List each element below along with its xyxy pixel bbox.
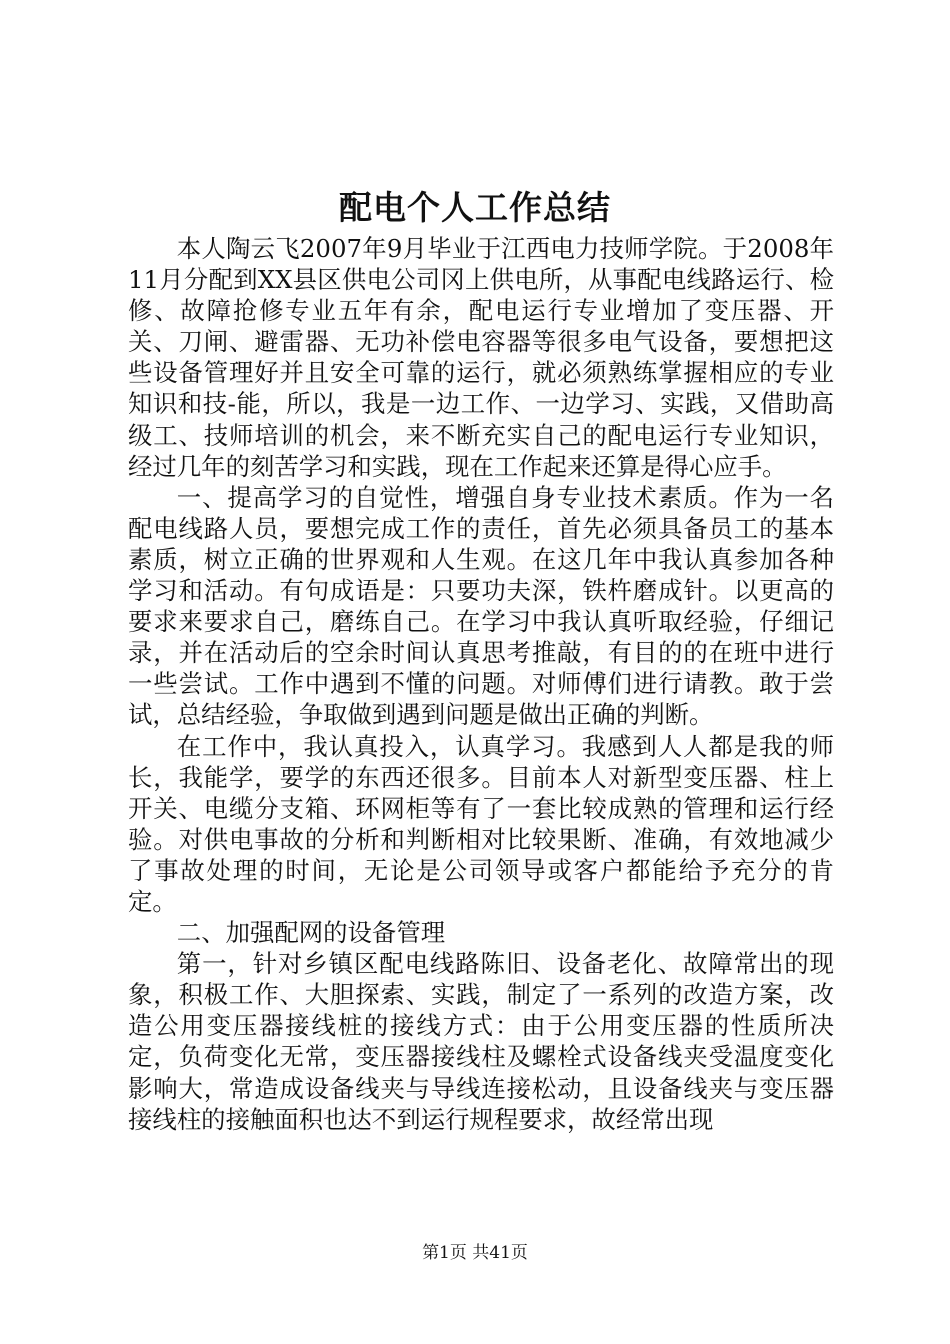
paragraph-section-2-first: 第一，针对乡镇区配电线路陈旧、设备老化、故障常出的现象，积极工作、大胆探索、实践，制定了一系列的改造方案，改造公用变压器接线桩的接线方式：由于公用变压器的性质所决定，负荷变化无常，变压器接线柱及螺栓式设备线夹受温度变化影响大，常造成设备线夹与导线连接松动，且设备线夹与变压器接线柱的接触面积也达不到运行规程要求，故经常出现: [128, 949, 834, 1134]
paragraph-section-1: 一、提高学习的自觉性，增强自身专业技术素质。作为一名配电线路人员，要想完成工作的责任，首先必须具备员工的基本素质，树立正确的世界观和人生观。在这几年中我认真参加各种学习和活动。有句成语是：只要功夫深，铁杵磨成针。以更高的要求来要求自己，磨练自己。在学习中我认真听取经验，仔细记录，并在活动后的空余时间认真思考推敲，有目的的在班中进行一些尝试。工作中遇到不懂的问题。对师傅们进行请教。敢于尝试，总结经验，争取做到遇到问题是做出正确的判断。: [128, 482, 834, 730]
document-title: 配电个人工作总结: [339, 188, 611, 227]
paragraph-work: 在工作中，我认真投入，认真学习。我感到人人都是我的师长，我能学，要学的东西还很多。目前本人对新型变压器、柱上开关、电缆分支箱、环网柜等有了一套比较成熟的管理和运行经验。对供电事故的分析和判断相对比较果断、准确，有效地减少了事故处理的时间，无论是公司领导或客户都能给予充分的肯定。: [128, 731, 834, 916]
document-body: [128, 233, 834, 1135]
page-footer: 第1页 共41页: [422, 1243, 528, 1263]
paragraph-intro: 本人陶云飞2007年9月毕业于江西电力技师学院。于2008年11月分配到XX县区供电公司冈上供电所，从事配电线路运行、检修、故障抢修专业五年有余，配电运行专业增加了变压器、开关、刀闸、避雷器、无功补偿电容器等很多电气设备，要想把这些设备管理好并且安全可靠的运行，就必须熟练掌握相应的专业知识和技-能，所以，我是一边工作、一边学习、实践，又借助高级工、技师培训的机会，来不断充实自己的配电运行专业知识，经过几年的刻苦学习和实践，现在工作起来还算是得心应手。: [128, 234, 834, 481]
section-heading-2: 二、加强配网的设备管理: [176, 918, 446, 948]
